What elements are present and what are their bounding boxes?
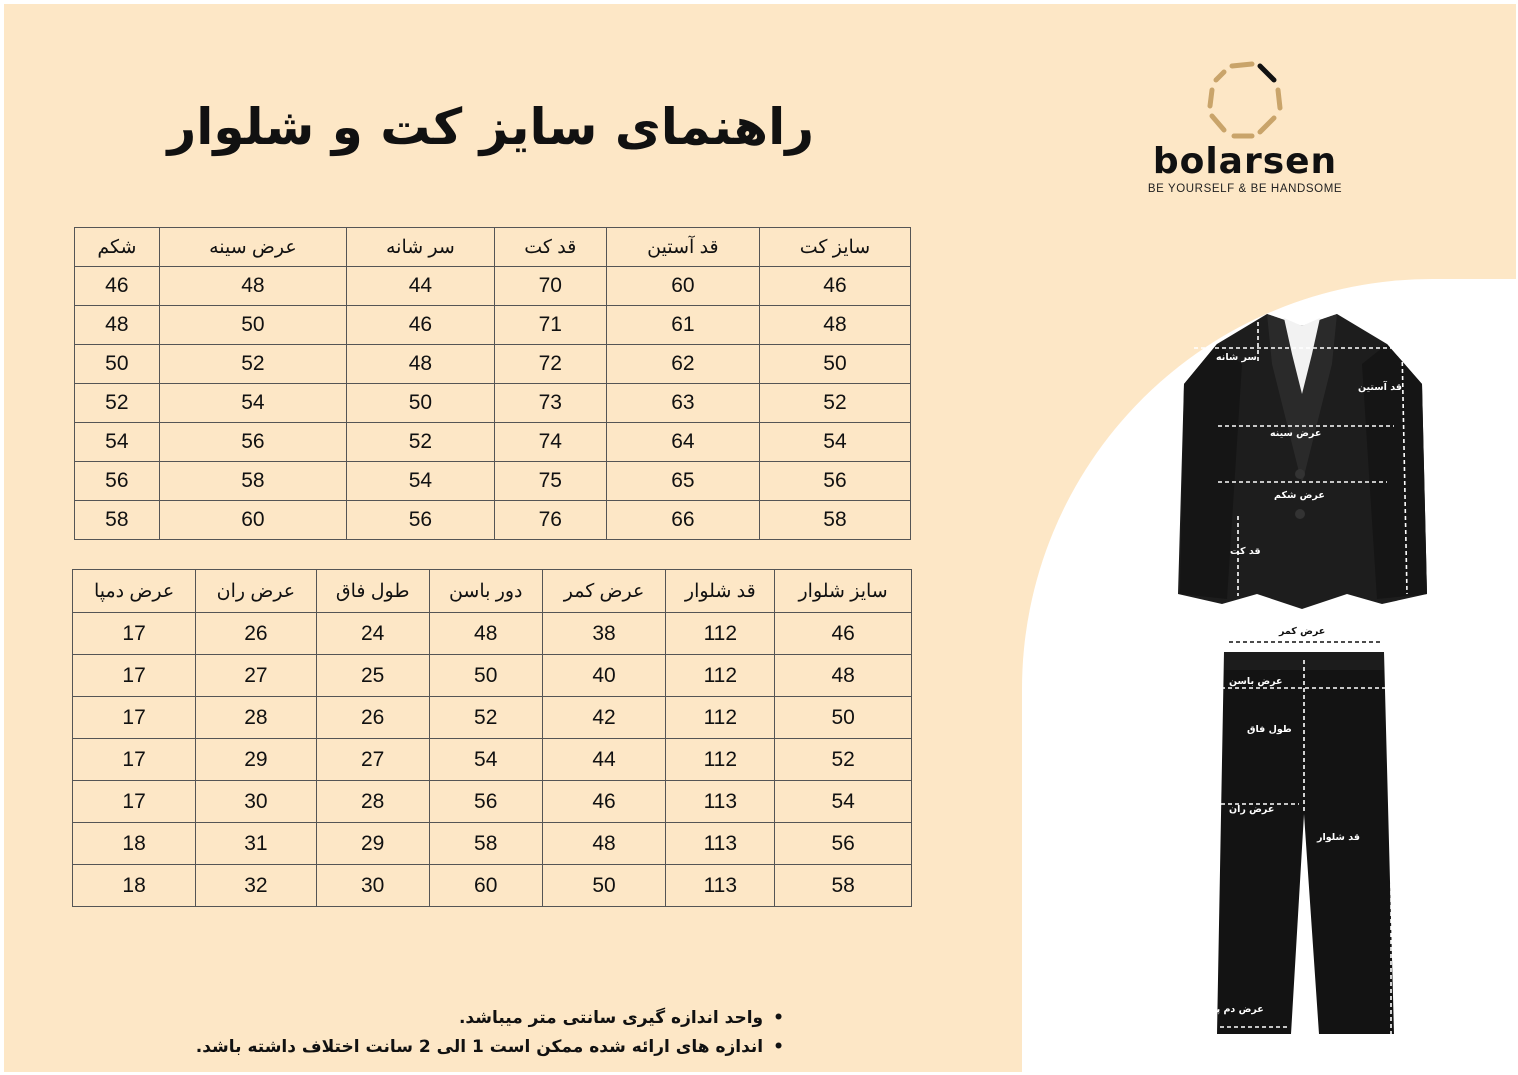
column-header: قد کت bbox=[494, 228, 606, 267]
table-cell: 48 bbox=[429, 613, 542, 655]
table-cell: 58 bbox=[429, 823, 542, 865]
column-header: دور باسن bbox=[429, 570, 542, 613]
table-row bbox=[73, 613, 912, 655]
table-row bbox=[75, 345, 911, 384]
column-header: عرض دمپا bbox=[73, 570, 196, 613]
table-cell: 64 bbox=[606, 423, 759, 462]
table-cell: 28 bbox=[316, 781, 429, 823]
label-thigh: عرض ران bbox=[1229, 804, 1275, 815]
table-cell: 60 bbox=[429, 865, 542, 907]
table-cell: 54 bbox=[347, 462, 495, 501]
table-header-row bbox=[73, 570, 912, 613]
pants-size-table bbox=[72, 569, 912, 907]
table-cell: 56 bbox=[75, 462, 160, 501]
table-cell: 50 bbox=[347, 384, 495, 423]
table-cell: 74 bbox=[494, 423, 606, 462]
table-cell: 58 bbox=[759, 501, 910, 540]
table-cell: 50 bbox=[75, 345, 160, 384]
notes-list bbox=[195, 1004, 784, 1062]
column-header: قد شلوار bbox=[666, 570, 775, 613]
table-cell: 58 bbox=[75, 501, 160, 540]
table-cell: 27 bbox=[196, 655, 316, 697]
table-cell: 60 bbox=[159, 501, 346, 540]
table-cell: 44 bbox=[542, 739, 666, 781]
table-row bbox=[75, 267, 911, 306]
table-cell: 70 bbox=[494, 267, 606, 306]
table-cell: 76 bbox=[494, 501, 606, 540]
label-shoulder: سر شانه bbox=[1216, 352, 1257, 363]
column-header: طول فاق bbox=[316, 570, 429, 613]
table-cell: 54 bbox=[775, 781, 912, 823]
table-row bbox=[73, 739, 912, 781]
table-cell: 30 bbox=[196, 781, 316, 823]
brand-name: bolarsen bbox=[1152, 141, 1338, 182]
table-cell: 30 bbox=[316, 865, 429, 907]
table-row bbox=[75, 462, 911, 501]
table-cell: 52 bbox=[759, 384, 910, 423]
table-cell: 42 bbox=[542, 697, 666, 739]
table-cell: 50 bbox=[159, 306, 346, 345]
table-cell: 52 bbox=[429, 697, 542, 739]
table-row bbox=[75, 306, 911, 345]
table-cell: 56 bbox=[429, 781, 542, 823]
pants-illustration bbox=[1199, 624, 1409, 1049]
table-row bbox=[75, 501, 911, 540]
table-cell: 75 bbox=[494, 462, 606, 501]
table-cell: 112 bbox=[666, 739, 775, 781]
table-row bbox=[73, 655, 912, 697]
table-cell: 50 bbox=[542, 865, 666, 907]
table-cell: 71 bbox=[494, 306, 606, 345]
table-cell: 112 bbox=[666, 655, 775, 697]
table-cell: 28 bbox=[196, 697, 316, 739]
table-cell: 46 bbox=[542, 781, 666, 823]
table-cell: 52 bbox=[159, 345, 346, 384]
bullet-icon: • bbox=[773, 1037, 784, 1057]
table-cell: 56 bbox=[759, 462, 910, 501]
label-waist: عرض کمر bbox=[1279, 626, 1326, 637]
table-cell: 112 bbox=[666, 697, 775, 739]
table-row bbox=[73, 697, 912, 739]
label-sleeve: قد آستین bbox=[1358, 382, 1402, 393]
table-cell: 48 bbox=[542, 823, 666, 865]
table-cell: 17 bbox=[73, 613, 196, 655]
table-cell: 26 bbox=[196, 613, 316, 655]
table-cell: 52 bbox=[347, 423, 495, 462]
brand-logo bbox=[1120, 58, 1370, 198]
table-cell: 31 bbox=[196, 823, 316, 865]
table-cell: 46 bbox=[347, 306, 495, 345]
table-cell: 48 bbox=[347, 345, 495, 384]
table-cell: 58 bbox=[775, 865, 912, 907]
table-cell: 46 bbox=[775, 613, 912, 655]
size-guide-panel bbox=[4, 4, 1516, 1072]
column-header: شکم bbox=[75, 228, 160, 267]
table-cell: 54 bbox=[429, 739, 542, 781]
page-title: راهنمای سایز کت و شلوار bbox=[167, 98, 814, 156]
table-cell: 40 bbox=[542, 655, 666, 697]
label-hem: عرض دم پا bbox=[1213, 1004, 1264, 1015]
table-cell: 54 bbox=[75, 423, 160, 462]
table-cell: 38 bbox=[542, 613, 666, 655]
label-hip: عرض باسن bbox=[1229, 676, 1283, 687]
table-cell: 66 bbox=[606, 501, 759, 540]
table-cell: 24 bbox=[316, 613, 429, 655]
table-cell: 27 bbox=[316, 739, 429, 781]
label-rise: طول فاق bbox=[1247, 724, 1292, 735]
table-cell: 113 bbox=[666, 865, 775, 907]
table-cell: 112 bbox=[666, 613, 775, 655]
logo-mark-icon bbox=[1194, 58, 1294, 140]
column-header: عرض کمر bbox=[542, 570, 666, 613]
table-cell: 50 bbox=[759, 345, 910, 384]
table-cell: 29 bbox=[316, 823, 429, 865]
label-chest: عرض سینه bbox=[1270, 428, 1322, 439]
table-cell: 48 bbox=[775, 655, 912, 697]
label-belly: عرض شکم bbox=[1274, 490, 1325, 501]
brand-tagline: BE YOURSELF & BE HANDSOME bbox=[1147, 183, 1343, 195]
table-cell: 17 bbox=[73, 655, 196, 697]
jacket-image bbox=[1172, 304, 1432, 614]
table-cell: 17 bbox=[73, 739, 196, 781]
note-item: •واحد اندازه گیری سانتی متر میباشد. bbox=[204, 1004, 784, 1033]
column-header: عرض ران bbox=[196, 570, 316, 613]
table-cell: 58 bbox=[159, 462, 346, 501]
pants-image bbox=[1199, 624, 1409, 1049]
table-cell: 73 bbox=[494, 384, 606, 423]
table-cell: 48 bbox=[159, 267, 346, 306]
table-cell: 32 bbox=[196, 865, 316, 907]
table-cell: 52 bbox=[75, 384, 160, 423]
table-cell: 18 bbox=[73, 823, 196, 865]
column-header: سایز شلوار bbox=[775, 570, 912, 613]
table-cell: 17 bbox=[73, 781, 196, 823]
table-cell: 29 bbox=[196, 739, 316, 781]
table-header-row bbox=[75, 228, 911, 267]
table-row bbox=[75, 384, 911, 423]
table-cell: 44 bbox=[347, 267, 495, 306]
table-cell: 113 bbox=[666, 823, 775, 865]
table-row bbox=[75, 423, 911, 462]
table-cell: 72 bbox=[494, 345, 606, 384]
table-cell: 46 bbox=[75, 267, 160, 306]
table-cell: 54 bbox=[159, 384, 346, 423]
table-cell: 60 bbox=[606, 267, 759, 306]
table-cell: 46 bbox=[759, 267, 910, 306]
table-cell: 50 bbox=[775, 697, 912, 739]
bullet-icon: • bbox=[773, 1008, 784, 1028]
table-cell: 17 bbox=[73, 697, 196, 739]
table-row bbox=[73, 823, 912, 865]
table-cell: 54 bbox=[759, 423, 910, 462]
table-cell: 62 bbox=[606, 345, 759, 384]
table-cell: 61 bbox=[606, 306, 759, 345]
table-cell: 56 bbox=[347, 501, 495, 540]
table-cell: 50 bbox=[429, 655, 542, 697]
column-header: سر شانه bbox=[347, 228, 495, 267]
table-cell: 65 bbox=[606, 462, 759, 501]
table-cell: 56 bbox=[159, 423, 346, 462]
table-row bbox=[73, 865, 912, 907]
table-cell: 26 bbox=[316, 697, 429, 739]
label-jacket-length: قد کت bbox=[1230, 546, 1261, 557]
table-cell: 48 bbox=[759, 306, 910, 345]
jacket-illustration bbox=[1172, 304, 1432, 614]
table-cell: 25 bbox=[316, 655, 429, 697]
table-cell: 48 bbox=[75, 306, 160, 345]
label-pants-length: قد شلوار bbox=[1317, 832, 1360, 843]
column-header: عرض سینه bbox=[159, 228, 346, 267]
note-item: •اندازه های ارائه شده ممکن است 1 الی 2 سانت اختلاف داشته باشد. bbox=[204, 1033, 784, 1062]
jacket-size-table bbox=[74, 227, 911, 540]
column-header: سایز کت bbox=[759, 228, 910, 267]
column-header: قد آستین bbox=[606, 228, 759, 267]
table-cell: 52 bbox=[775, 739, 912, 781]
table-cell: 56 bbox=[775, 823, 912, 865]
table-cell: 113 bbox=[666, 781, 775, 823]
table-cell: 63 bbox=[606, 384, 759, 423]
table-row bbox=[73, 781, 912, 823]
table-cell: 18 bbox=[73, 865, 196, 907]
